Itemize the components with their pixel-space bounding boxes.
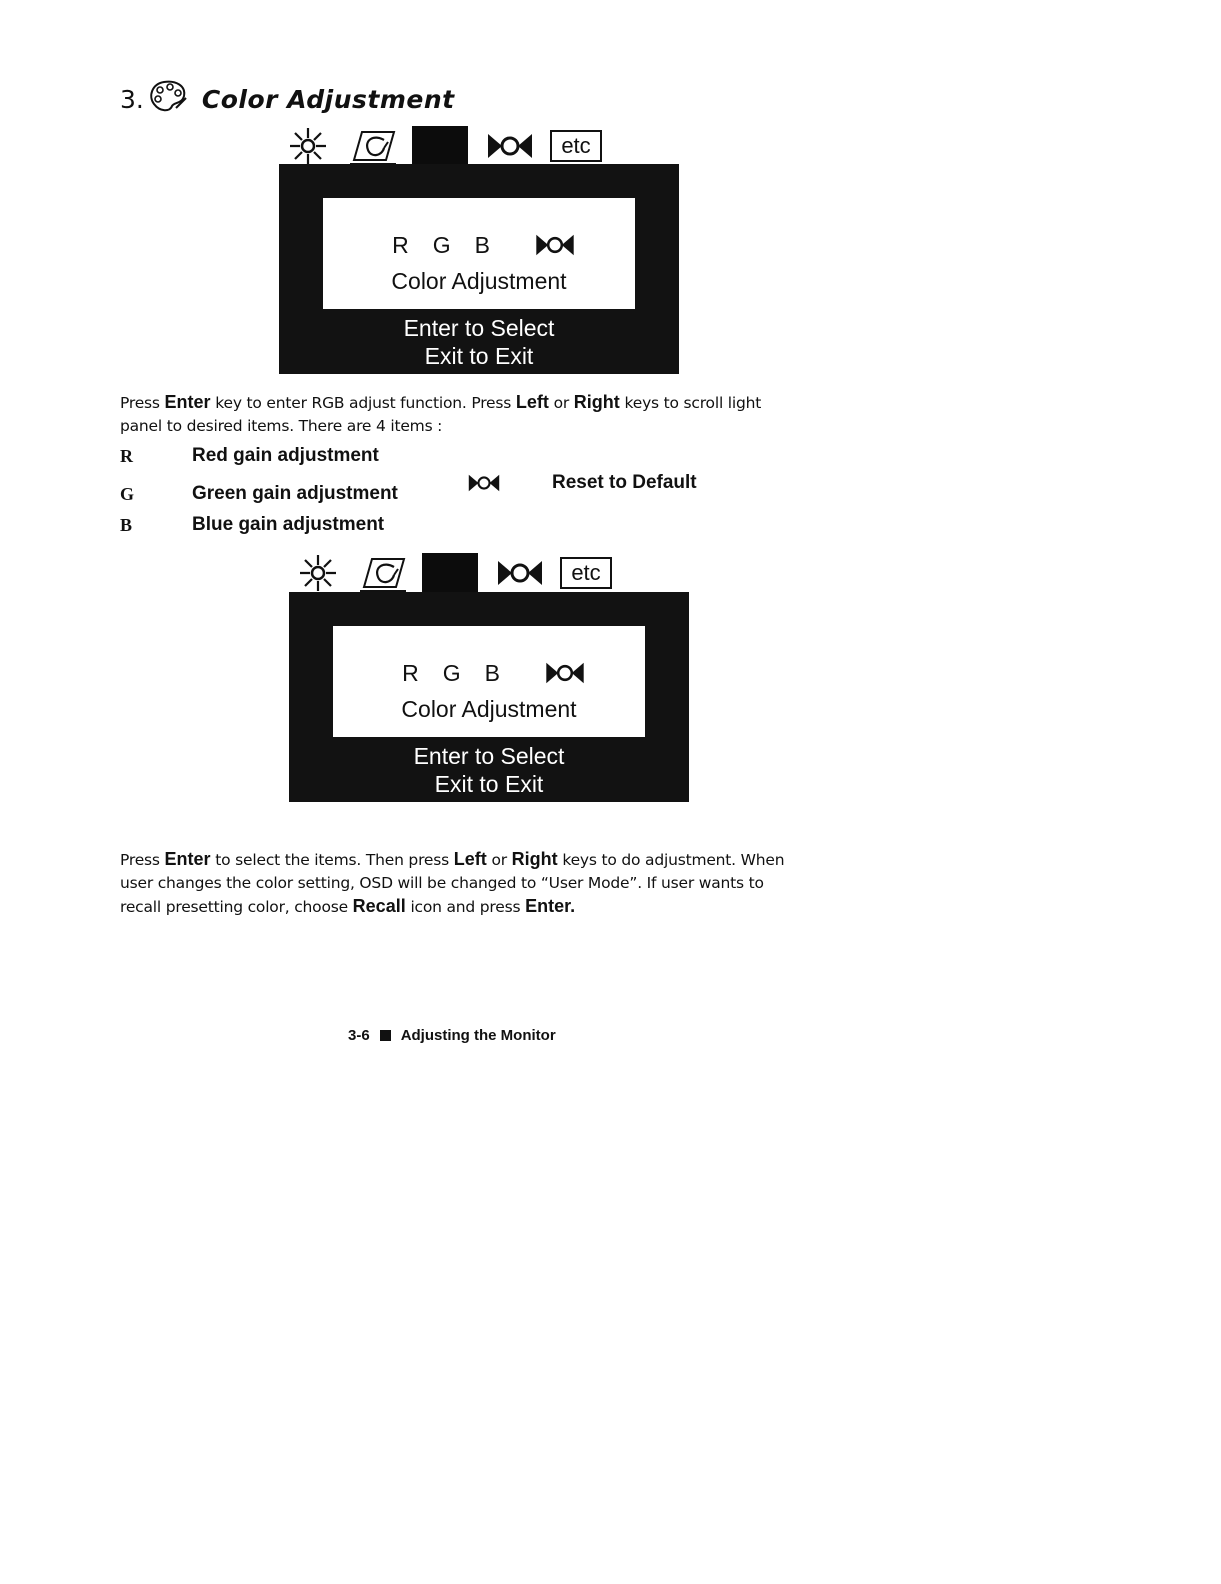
key-enter: Enter <box>164 849 211 869</box>
square-bullet-icon <box>380 1030 391 1041</box>
reset-label: Reset to Default <box>552 472 697 493</box>
section-title: Color Adjustment <box>201 85 455 114</box>
geometry-icon <box>344 126 400 166</box>
list-item <box>120 511 384 539</box>
item-label: Green gain adjustment <box>192 483 398 504</box>
reset-icon <box>532 228 578 262</box>
osd-icon-bar-2 <box>296 553 612 593</box>
section-heading <box>120 70 455 114</box>
item-key: R <box>120 445 133 466</box>
letter-g: G <box>432 231 451 258</box>
etc-icon: etc <box>560 557 612 589</box>
key-enter: Enter <box>164 392 211 412</box>
letter-b: B <box>484 659 500 686</box>
paragraph-adjust: Press Enter to select the items. Then press Left or Right keys to do adjustment. When user changes the color setting, OSD will be changed to “User Mode”. If user wants to recall presetting color, choose Recall icon and press Enter. <box>120 849 785 916</box>
item-label: Blue gain adjustment <box>192 514 385 535</box>
color-icon <box>412 126 468 166</box>
reset-item <box>466 468 697 498</box>
letter-b: B <box>474 231 490 258</box>
key-left: Left <box>515 392 549 412</box>
osd-panel-2 <box>289 592 689 802</box>
osd-content-1 <box>323 198 635 309</box>
color-icon <box>422 553 478 593</box>
key-right: Right <box>511 849 558 869</box>
brightness-icon <box>296 553 340 593</box>
osd-caption: Color Adjustment <box>391 268 567 294</box>
letter-r: R <box>402 659 419 686</box>
paragraph-intro: Press Enter key to enter RGB adjust function. Press Left or Right keys to scroll light panel to desired items. There are 4 items : <box>120 392 762 435</box>
osd-content-2 <box>333 626 645 737</box>
palette-icon <box>146 78 188 114</box>
page-number: 3-6 <box>348 1027 370 1044</box>
letter-g: G <box>442 659 461 686</box>
key-recall: Recall <box>352 896 406 916</box>
list-item <box>120 442 379 470</box>
osd-footer <box>279 314 679 370</box>
key-enter: Enter. <box>525 896 576 916</box>
reset-icon <box>466 468 502 498</box>
osd-caption: Color Adjustment <box>401 696 577 722</box>
rgb-row <box>323 228 635 262</box>
geometry-icon <box>354 553 410 593</box>
item-key: B <box>120 514 133 535</box>
item-key: G <box>120 483 135 504</box>
reset-icon <box>484 126 536 166</box>
page-footer <box>348 1027 556 1044</box>
exit-hint: Exit to Exit <box>434 771 544 797</box>
key-right: Right <box>573 392 620 412</box>
letter-r: R <box>392 231 409 258</box>
footer-section: Adjusting the Monitor <box>400 1027 556 1044</box>
reset-icon <box>542 656 588 690</box>
exit-hint: Exit to Exit <box>424 343 534 369</box>
osd-icon-bar-1 <box>286 126 602 166</box>
key-left: Left <box>453 849 487 869</box>
reset-icon <box>494 553 546 593</box>
osd-footer <box>289 742 689 798</box>
list-item <box>120 480 398 508</box>
item-label: Red gain adjustment <box>192 445 379 466</box>
etc-icon: etc <box>550 130 602 162</box>
enter-hint: Enter to Select <box>413 743 565 769</box>
section-number: 3. <box>120 85 144 114</box>
enter-hint: Enter to Select <box>403 315 555 341</box>
osd-panel-1 <box>279 164 679 374</box>
brightness-icon <box>286 126 330 166</box>
rgb-row <box>333 656 645 690</box>
